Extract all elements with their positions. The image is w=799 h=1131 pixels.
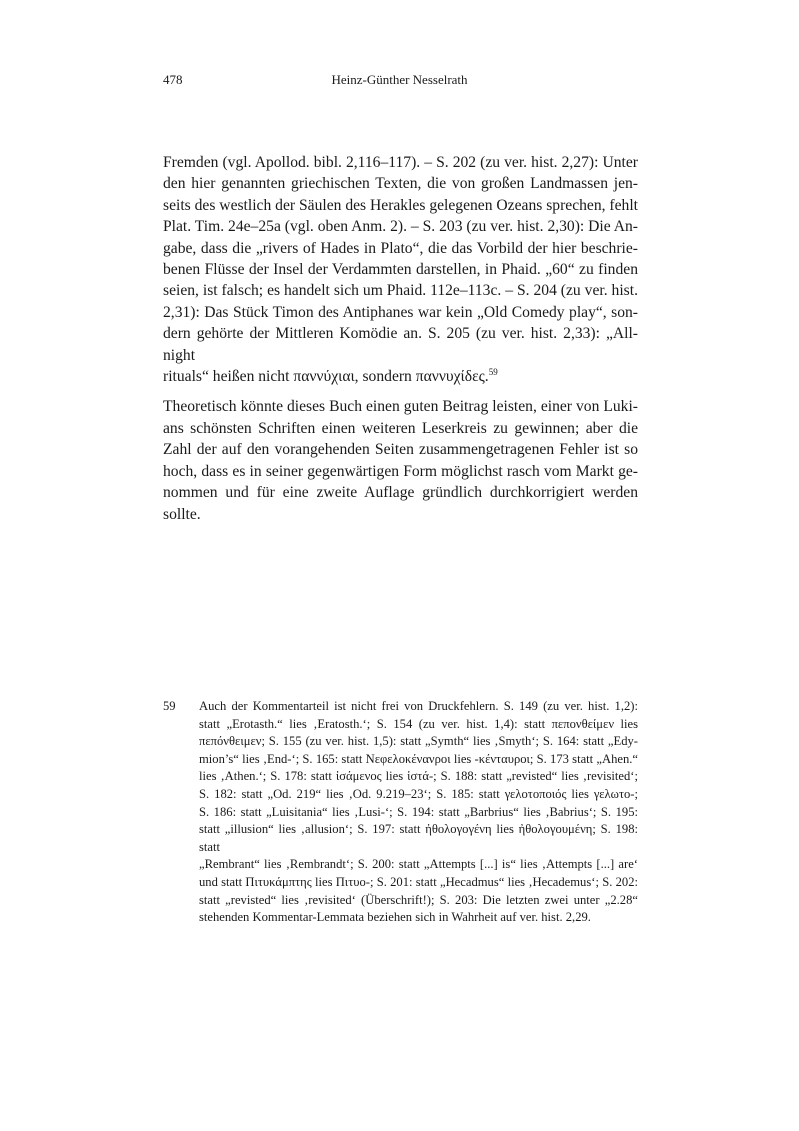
text-line [163,195,638,216]
text-line-content: Auch der Kommentarteil ist nicht frei von Druckfehlern. S. 149 (zu ver. hist. 1,2): [199,699,638,713]
text-line [163,259,638,280]
text-line [163,482,638,503]
text-line [163,504,638,525]
text-line-content: hoch, dass es in seiner gegenwärtigen Form möglichst rasch vom Markt ge- [163,462,638,480]
text-line [163,302,638,323]
text-line-content: seien, ist falsch; es handelt sich um Phaid. 112e–113c. – S. 204 (zu ver. hist. [163,282,638,300]
text-line [163,366,638,387]
text-line-content: lies ‚Athen.‘; S. 178: statt ἰσάμενος lies ἱστά-; S. 188: statt „revisted“ lies ‚revisited‘; [199,769,638,784]
text-line [163,439,638,460]
text-line [199,892,638,910]
footnote-reference[interactable]: 59 [488,367,498,378]
text-line [199,698,638,716]
text-line-content: 2,31): Das Stück Timon des Antiphanes war kein „Old Comedy play“, son- [163,303,638,321]
text-line-content: S. 182: statt „Od. 219“ lies ‚Od. 9.219–23‘; S. 185: statt γελοτοποιός lies γελωτο-; [199,786,638,801]
footnote-59 [163,698,638,927]
text-line [199,786,638,804]
text-line-content: S. 186: statt „Luisitania“ lies ‚Lusi-‘; S. 194: statt „Barbrius“ lies ‚Babrius‘; S. 195: [199,804,638,819]
text-line-content: statt „illusion“ lies ‚allusion‘; S. 197: statt ἠθολογογένη lies ἠθολογουμένη; S. 198: statt [199,822,638,854]
text-line-content: ans schönsten Schriften einen weiteren Leserkreis zu gewinnen; aber die [163,419,638,437]
text-line [163,396,638,417]
paragraph-1 [163,152,638,387]
text-line [199,716,638,734]
running-header-author: Heinz-Günther Nesselrath [331,72,468,87]
text-line-content: Zahl der auf den vorangehenden Seiten zusammengetragenen Fehler ist so [163,441,638,459]
text-line [163,216,638,237]
text-line [199,821,638,856]
text-line-content: den hier genannten griechischen Texten, die von großen Landmassen jen- [163,175,638,193]
text-line [163,418,638,439]
text-line [199,804,638,822]
text-line-content: dern gehörte der Mittleren Komödie an. S. 205 (zu ver. hist. 2,33): „All-night [163,325,638,364]
text-line-content: statt „revisted“ lies ‚revisited‘ (Überschrift!); S. 203: Die letzten zwei unter „2.28“ [199,892,638,907]
footnote-number: 59 [163,699,176,713]
text-line [163,323,638,366]
text-line-content: seits des westlich der Säulen des Herakles gelegenen Ozeans sprechen, fehlt [163,196,639,214]
text-line-content: sollte. [163,505,201,523]
text-line-content: mion’s“ lies ‚End-‘; S. 165: statt Νεφελοκένανροι lies -κένταυροι; S. 173 statt „Ahen.“ [199,751,638,766]
text-line-content: Fremden (vgl. Apollod. bibl. 2,116–117). – S. 202 (zu ver. hist. 2,27): Unter [163,154,638,171]
text-line [163,461,638,482]
text-line [199,733,638,751]
text-line-content: nommen und für eine zweite Auflage gründlich durchkorrigiert werden [163,484,638,502]
text-line [199,874,638,892]
text-line-content: πεπόνθειμεν; S. 155 (zu ver. hist. 1,5): statt „Symth“ lies ‚Smyth‘; S. 164: statt „Edy- [199,734,638,749]
text-line-content: gabe, dass die „rivers of Hades in Plato“, die das Vorbild der hier beschrie- [163,239,638,257]
text-line [199,768,638,786]
text-line [199,856,638,874]
text-line-content: Plat. Tim. 24e–25a (vgl. oben Anm. 2). – S. 203 (zu ver. hist. 2,30): Die An- [163,218,638,236]
text-line-content: „Rembrant“ lies ‚Rembrandt‘; S. 200: statt „Attempts [...] is“ lies ‚Attempts [...] are‘ [199,857,638,872]
text-line [163,280,638,301]
text-line [163,173,638,194]
paragraph-2 [163,396,638,524]
text-line-content: rituals“ heißen nicht παννύχιαι, sondern παννυχίδες. [163,368,489,386]
text-line [199,751,638,769]
text-line-content: Theoretisch könnte dieses Buch einen guten Beitrag leisten, einer von Luki- [163,398,638,416]
text-line [163,152,638,173]
main-text [163,152,638,525]
text-line-content: statt „Erotasth.“ lies ‚Eratosth.‘; S. 154 (zu ver. hist. 1,4): statt πεπονθείμεν lies [199,716,638,731]
text-line-content: stehenden Kommentar-Lemmata beziehen sich in Wahrheit auf ver. hist. 2,29. [199,910,591,925]
text-line-content: und statt Πιτυκάμπτης lies Πιτυο-; S. 201: statt „Hecadmus“ lies ‚Hecademus‘; S. 202: [199,874,638,889]
footnote-text [199,698,638,927]
text-line-content: benen Flüsse der Insel der Verdammten darstellen, in Phaid. „60“ zu finden [163,261,638,279]
text-line [163,238,638,259]
text-line [199,909,638,927]
page-number: 478 [163,72,183,87]
